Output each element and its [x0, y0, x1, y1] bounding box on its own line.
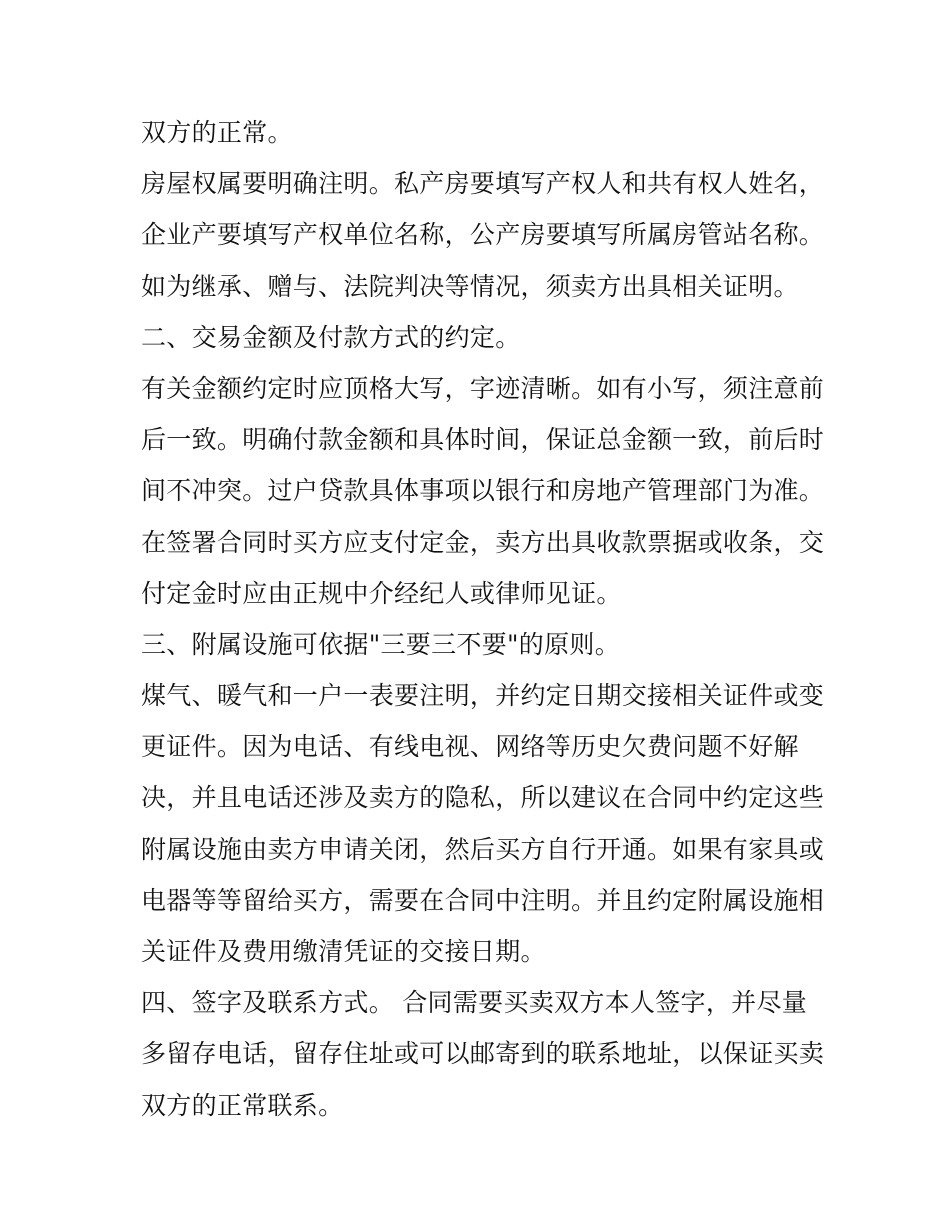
- text-line: 企业产要填写产权单位名称，公产房要填写所属房管站名称。: [141, 220, 825, 250]
- section-heading: 四、签字及联系方式。 合同需要买卖双方本人签字，并尽量: [141, 988, 808, 1018]
- text-line: 付定金时应由正规中介经纪人或律师见证。: [141, 578, 622, 608]
- text-line: 关证件及费用缴清凭证的交接日期。: [141, 937, 546, 966]
- text-line: 有关金额约定时应顶格大写，字迹清晰。如有小写，须注意前: [141, 373, 825, 403]
- text-line: 在签署合同时买方应支付定金，卖方出具收款票据或收条，交: [141, 527, 825, 557]
- body-text: [141, 107, 825, 1131]
- text-line: 房屋权属要明确注明。私产房要填写产权人和共有权人姓名，: [141, 169, 825, 199]
- text-line: 多留存电话，留存住址或可以邮寄到的联系地址，以保证买卖: [141, 1039, 825, 1069]
- text-line: 煤气、暖气和一户一表要注明，并约定日期交接相关证件或变: [141, 681, 825, 711]
- text-line: 电器等等留给买方，需要在合同中注明。并且约定附属设施相: [141, 885, 825, 915]
- text-line: 双方的正常联系。: [141, 1090, 344, 1120]
- text-line: 后一致。明确付款金额和具体时间，保证总金额一致，前后时: [141, 425, 825, 455]
- text-line: 间不冲突。过户贷款具体事项以银行和房地产管理部门为准。: [141, 476, 825, 506]
- section-heading: 三、附属设施可依据"三要三不要"的原则。: [141, 629, 620, 659]
- text-line: 如为继承、赠与、法院判决等情况，须卖方出具相关证明。: [141, 271, 799, 301]
- text-line: 更证件。因为电话、有线电视、网络等历史欠费问题不好解: [141, 732, 799, 762]
- text-line: 双方的正常。: [141, 118, 293, 147]
- text-line: 决，并且电话还涉及卖方的隐私，所以建议在合同中约定这些: [141, 783, 825, 813]
- text-line: 附属设施由卖方申请关闭，然后买方自行开通。如果有家具或: [141, 834, 825, 864]
- section-heading: 二、交易金额及付款方式的约定。: [141, 322, 521, 352]
